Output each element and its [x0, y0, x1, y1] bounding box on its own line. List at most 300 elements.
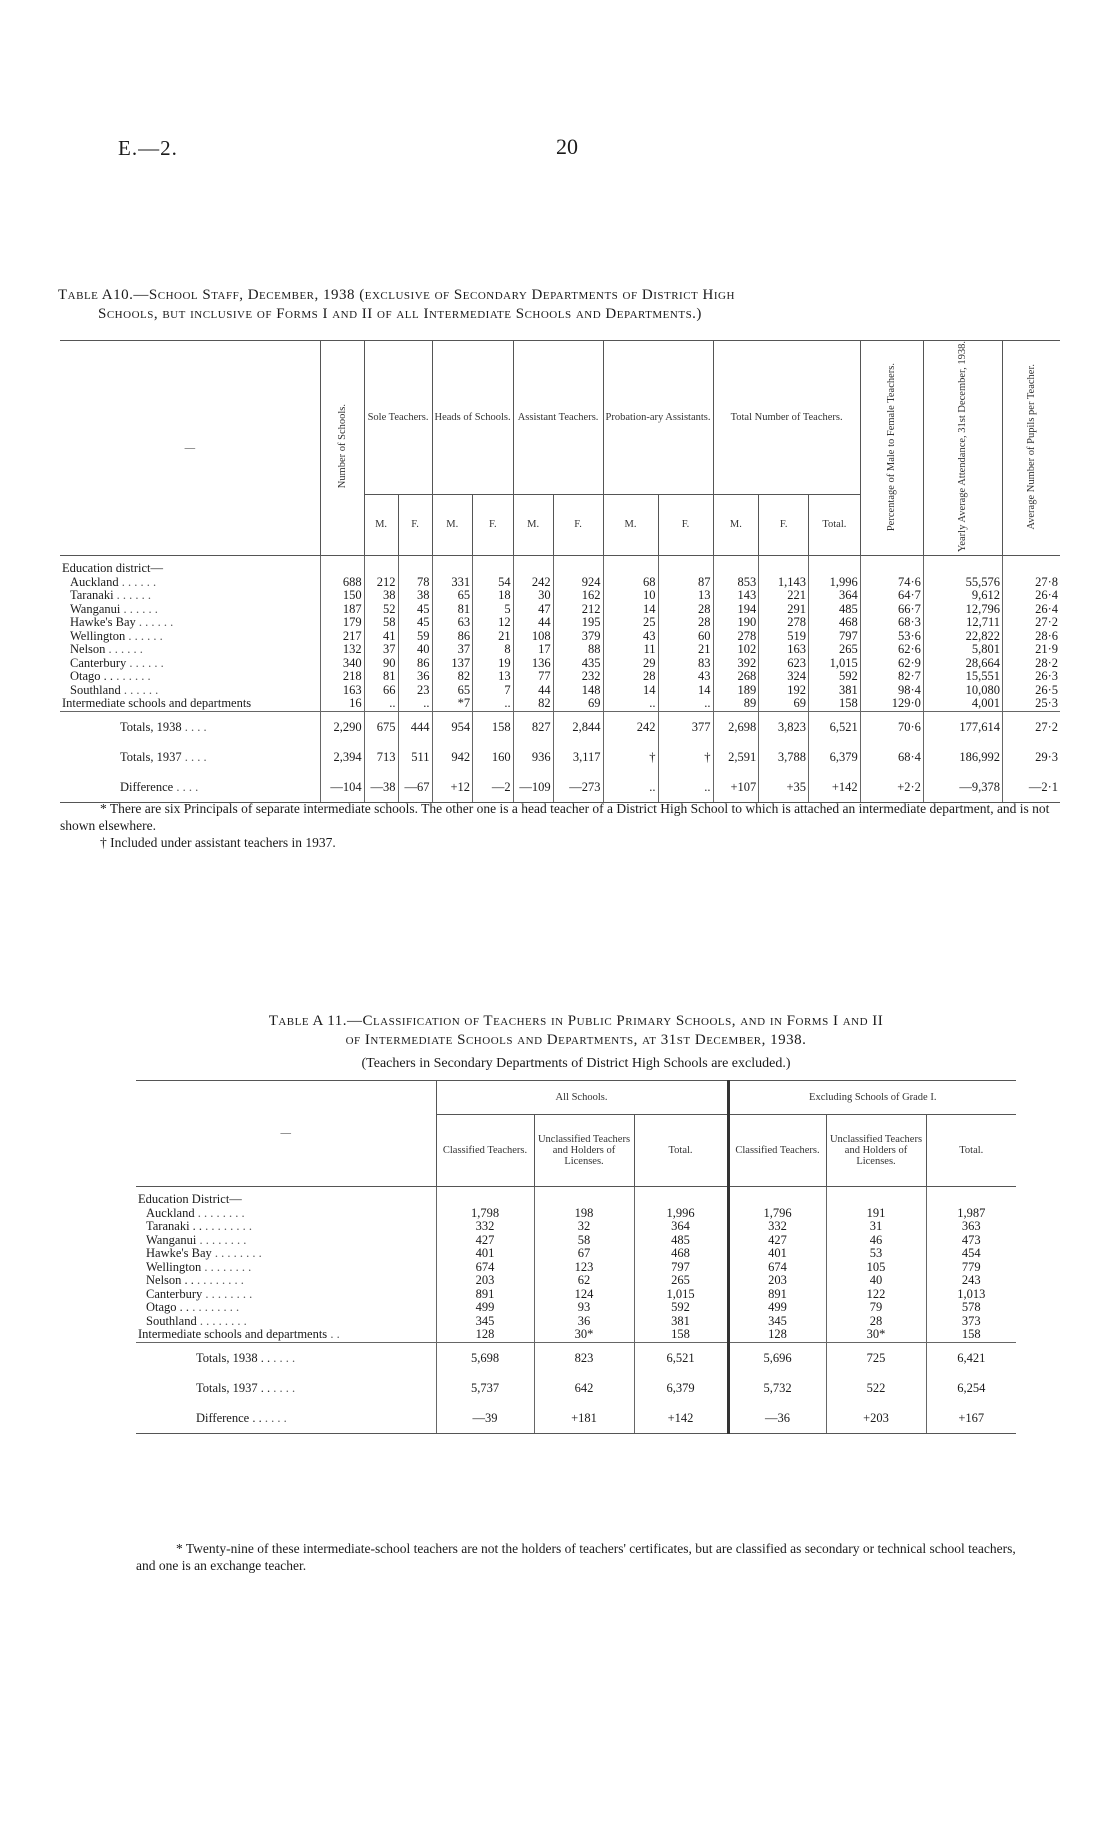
- cell: —273: [553, 772, 603, 803]
- cell: 81: [364, 670, 398, 684]
- table-a10: [60, 340, 1060, 803]
- cell: 9,612: [923, 589, 1002, 603]
- cell: 853: [713, 576, 759, 590]
- cell: 401: [728, 1247, 826, 1261]
- cell: 82·7: [860, 670, 923, 684]
- cell: 218: [320, 670, 364, 684]
- cell: 779: [926, 1261, 1016, 1275]
- leader-dots: . . . . . . . .: [202, 1286, 253, 1301]
- caption-line: of Intermediate Schools and Departments, at 31st December, 1938.: [345, 1032, 807, 1048]
- leader-dots: . . . . . . . .: [194, 1205, 245, 1220]
- cell: 13: [658, 589, 713, 603]
- table-row: [136, 1301, 1016, 1315]
- table-a11: [136, 1080, 1016, 1434]
- cell: 158: [809, 697, 861, 711]
- leader-dots: . . . . . .: [125, 628, 163, 643]
- footnote: * Twenty-nine of these intermediate-school teachers are not the holders of teachers' certificates, but are classified as secondary or technical school teachers, and one is an exchange teacher.: [136, 1541, 1016, 1573]
- cell: 5,801: [923, 643, 1002, 657]
- header-total-teachers: Total Number of Teachers.: [713, 341, 860, 495]
- row-label: Canterbury: [146, 1286, 203, 1301]
- cell: 12,796: [923, 603, 1002, 617]
- cell: 32: [534, 1220, 634, 1234]
- cell: 4,001: [923, 697, 1002, 711]
- cell: 38: [398, 589, 432, 603]
- cell: 10: [603, 589, 658, 603]
- cell: 243: [926, 1274, 1016, 1288]
- cell: 82: [432, 670, 473, 684]
- cell: 2,290: [320, 711, 364, 742]
- cell: 108: [513, 630, 553, 644]
- header-unclassified: Unclassified Teachers and Holders of Licenses.: [826, 1115, 926, 1187]
- header-heads-of-schools: Heads of Schools.: [432, 341, 513, 495]
- cell: 22,822: [923, 630, 1002, 644]
- cell: 217: [320, 630, 364, 644]
- cell: 16: [320, 697, 364, 711]
- table-row: [136, 1207, 1016, 1221]
- cell: 30*: [826, 1328, 926, 1342]
- cell: 5: [473, 603, 514, 617]
- caption-line: Table A 11.—Classification of Teachers in Public Primary Schools, and in Forms I and II: [268, 1013, 884, 1029]
- cell: 29: [603, 657, 658, 671]
- cell: 129·0: [860, 697, 923, 711]
- cell: 136: [513, 657, 553, 671]
- cell: 187: [320, 603, 364, 617]
- cell: 43: [658, 670, 713, 684]
- cell: —2·1: [1003, 772, 1060, 803]
- difference-row: [60, 772, 1060, 803]
- cell: 62: [534, 1274, 634, 1288]
- cell: 36: [398, 670, 432, 684]
- header-m: M.: [364, 494, 398, 555]
- cell: 212: [553, 603, 603, 617]
- cell: 128: [436, 1328, 534, 1342]
- cell: 128: [728, 1328, 826, 1342]
- header-avg-pupils: Average Number of Pupils per Teacher.: [1003, 341, 1060, 556]
- row-label: Hawke's Bay: [146, 1246, 212, 1260]
- footnote: * There are six Principals of separate intermediate schools. The other one is a head teacher of a District High School to which is attached an intermediate department, and is not shown elsewhere.: [60, 801, 1050, 833]
- cell: 63: [432, 616, 473, 630]
- leader-dots: . . . .: [261, 1410, 287, 1425]
- cell: 53: [826, 1247, 926, 1261]
- cell: 242: [513, 576, 553, 590]
- table-row: [60, 643, 1060, 657]
- blank-header: —: [60, 341, 320, 556]
- cell: 69: [759, 697, 809, 711]
- leader-dots: . . . . . .: [113, 669, 151, 684]
- header-sole-teachers: Sole Teachers.: [364, 341, 432, 495]
- cell: 268: [713, 670, 759, 684]
- table-a11-caption: [136, 1012, 1016, 1050]
- table-row: [136, 1315, 1016, 1329]
- cell: 98·4: [860, 684, 923, 698]
- cell: 158: [926, 1328, 1016, 1342]
- cell: 27·2: [1003, 616, 1060, 630]
- cell: 43: [603, 630, 658, 644]
- row-label: Totals, 1938: [120, 719, 182, 734]
- table-row: [60, 589, 1060, 603]
- cell: 1,015: [634, 1288, 728, 1302]
- cell: 2,844: [553, 711, 603, 742]
- cell: 578: [926, 1301, 1016, 1315]
- cell: 1,015: [809, 657, 861, 671]
- header-total: Total.: [634, 1115, 728, 1187]
- table-a11-footnote: [136, 1540, 1016, 1574]
- header-unclassified: Unclassified Teachers and Holders of Licenses.: [534, 1115, 634, 1187]
- header-total: Total.: [926, 1115, 1016, 1187]
- section-label: Education district—: [62, 561, 164, 576]
- cell: 485: [809, 603, 861, 617]
- caption-line: Schools, but inclusive of Forms I and II of all Intermediate Schools and Departments.): [98, 306, 702, 322]
- cell: 40: [826, 1274, 926, 1288]
- cell: 26·5: [1003, 684, 1060, 698]
- cell: 324: [759, 670, 809, 684]
- cell: 26·4: [1003, 589, 1060, 603]
- cell: 47: [513, 603, 553, 617]
- header-m: M.: [713, 494, 759, 555]
- cell: +167: [926, 1403, 1016, 1434]
- cell: 936: [513, 742, 553, 772]
- cell: 364: [809, 589, 861, 603]
- cell: 62·9: [860, 657, 923, 671]
- cell: 278: [759, 616, 809, 630]
- header-pct-male-female: Percentage of Male to Female Teachers.: [860, 341, 923, 556]
- cell: 15,551: [923, 670, 1002, 684]
- leader-dots: . . . . . .: [120, 601, 158, 616]
- table-row: [60, 616, 1060, 630]
- leader-dots: . . . . . .: [120, 682, 159, 697]
- cell: 28: [658, 603, 713, 617]
- cell: 14: [603, 684, 658, 698]
- cell: 179: [320, 616, 364, 630]
- cell: 5,732: [728, 1373, 826, 1403]
- cell: 6,379: [634, 1373, 728, 1403]
- cell: 88: [553, 643, 603, 657]
- cell: 468: [809, 616, 861, 630]
- cell: 623: [759, 657, 809, 671]
- cell: 90: [364, 657, 398, 671]
- cell: 162: [553, 589, 603, 603]
- cell: 12: [473, 616, 514, 630]
- cell: +142: [809, 772, 861, 803]
- row-label: Intermediate schools and departments: [138, 1327, 328, 1341]
- leader-dots: . . . . . . . .: [196, 1313, 247, 1328]
- cell: 45: [398, 616, 432, 630]
- cell: +35: [759, 772, 809, 803]
- cell: 27·8: [1003, 576, 1060, 590]
- cell: 41: [364, 630, 398, 644]
- cell: 158: [473, 711, 514, 742]
- cell: 158: [634, 1328, 728, 1342]
- table-row: [60, 603, 1060, 617]
- cell: 81: [432, 603, 473, 617]
- row-label: Totals, 1937 . .: [196, 1380, 271, 1395]
- cell: 55,576: [923, 576, 1002, 590]
- cell: 30: [513, 589, 553, 603]
- cell: 29·3: [1003, 742, 1060, 772]
- table-row: [136, 1288, 1016, 1302]
- cell: 392: [713, 657, 759, 671]
- cell: 14: [603, 603, 658, 617]
- cell: 68: [603, 576, 658, 590]
- cell: 674: [436, 1261, 534, 1275]
- leader-dots: . . . .: [173, 779, 199, 794]
- cell: 499: [436, 1301, 534, 1315]
- cell: 59: [398, 630, 432, 644]
- cell: *7: [432, 697, 473, 711]
- cell: 28·6: [1003, 630, 1060, 644]
- totals-row: [60, 742, 1060, 772]
- cell: 137: [432, 657, 473, 671]
- cell: —67: [398, 772, 432, 803]
- row-label: Taranaki: [70, 588, 114, 603]
- cell: —109: [513, 772, 553, 803]
- cell: 79: [826, 1301, 926, 1315]
- cell: 278: [713, 630, 759, 644]
- leader-dots: . . . . . . . .: [196, 1232, 247, 1247]
- cell: 36: [534, 1315, 634, 1329]
- cell: 5,696: [728, 1342, 826, 1373]
- page-number: 20: [556, 134, 578, 159]
- cell: —9,378: [923, 772, 1002, 803]
- row-label: Wanganui: [70, 601, 121, 616]
- row-label: Nelson: [70, 642, 106, 657]
- cell: 58: [534, 1234, 634, 1248]
- cell: —104: [320, 772, 364, 803]
- cell: 18: [473, 589, 514, 603]
- cell: 192: [759, 684, 809, 698]
- cell: 70·6: [860, 711, 923, 742]
- row-label: Totals, 1937: [120, 749, 182, 764]
- cell: 6,421: [926, 1342, 1016, 1373]
- cell: 19: [473, 657, 514, 671]
- header-all-schools: All Schools.: [436, 1081, 728, 1115]
- cell: 74·6: [860, 576, 923, 590]
- cell: 25·3: [1003, 697, 1060, 711]
- cell: 122: [826, 1288, 926, 1302]
- cell: 160: [473, 742, 514, 772]
- row-label: Hawke's Bay: [70, 615, 136, 630]
- cell: 592: [809, 670, 861, 684]
- cell: 688: [320, 576, 364, 590]
- table-row: [60, 576, 1060, 590]
- cell: 511: [398, 742, 432, 772]
- row-label: Auckland: [70, 574, 119, 589]
- cell: 191: [826, 1207, 926, 1221]
- cell: 21: [473, 630, 514, 644]
- row-label: Wellington: [70, 628, 126, 643]
- leader-dots: . .: [327, 1327, 340, 1341]
- cell: +181: [534, 1403, 634, 1434]
- cell: 1,796: [728, 1207, 826, 1221]
- cell: 1,996: [809, 576, 861, 590]
- cell: 381: [634, 1315, 728, 1329]
- cell: 7: [473, 684, 514, 698]
- cell: 148: [553, 684, 603, 698]
- cell: 31: [826, 1220, 926, 1234]
- footnote: † Included under assistant teachers in 1937.: [100, 835, 336, 850]
- cell: +107: [713, 772, 759, 803]
- cell: 37: [364, 643, 398, 657]
- cell: 265: [809, 643, 861, 657]
- cell: 5,698: [436, 1342, 534, 1373]
- cell: 363: [926, 1220, 1016, 1234]
- cell: 26·3: [1003, 670, 1060, 684]
- cell: 373: [926, 1315, 1016, 1329]
- leader-dots: . . . . . .: [126, 655, 164, 670]
- cell: 340: [320, 657, 364, 671]
- cell: 5,737: [436, 1373, 534, 1403]
- cell: 522: [826, 1373, 926, 1403]
- cell: ..: [398, 697, 432, 711]
- header-assistant-teachers: Assistant Teachers.: [513, 341, 603, 495]
- cell: 163: [320, 684, 364, 698]
- cell: †: [658, 742, 713, 772]
- cell: 6,379: [809, 742, 861, 772]
- cell: 265: [634, 1274, 728, 1288]
- cell: 6,254: [926, 1373, 1016, 1403]
- cell: —2: [473, 772, 514, 803]
- cell: 87: [658, 576, 713, 590]
- cell: 427: [728, 1234, 826, 1248]
- cell: 1,996: [634, 1207, 728, 1221]
- cell: 14: [658, 684, 713, 698]
- cell: 64·7: [860, 589, 923, 603]
- cell: ..: [364, 697, 398, 711]
- cell: 78: [398, 576, 432, 590]
- cell: 2,698: [713, 711, 759, 742]
- cell: 86: [398, 657, 432, 671]
- cell: 3,823: [759, 711, 809, 742]
- cell: —38: [364, 772, 398, 803]
- header-excluding-grade-1: Excluding Schools of Grade I.: [728, 1081, 1016, 1115]
- cell: 221: [759, 589, 809, 603]
- caption-line: Table A10.—School Staff, December, 1938 (exclusive of Secondary Departments of District High: [58, 287, 735, 303]
- cell: 381: [809, 684, 861, 698]
- cell: 44: [513, 684, 553, 698]
- cell: 332: [436, 1220, 534, 1234]
- table-row: [136, 1220, 1016, 1234]
- cell: 485: [634, 1234, 728, 1248]
- cell: †: [603, 742, 658, 772]
- cell: 6,521: [809, 711, 861, 742]
- cell: 62·6: [860, 643, 923, 657]
- row-label: Difference . .: [196, 1410, 262, 1425]
- cell: 68·3: [860, 616, 923, 630]
- header-total: Total.: [809, 494, 861, 555]
- cell: 3,788: [759, 742, 809, 772]
- cell: 1,987: [926, 1207, 1016, 1221]
- cell: 6,521: [634, 1342, 728, 1373]
- leader-dots: . . . . . .: [113, 588, 152, 603]
- header-f: F.: [473, 494, 514, 555]
- table-row: [60, 697, 1060, 711]
- cell: 11: [603, 643, 658, 657]
- cell: ..: [658, 697, 713, 711]
- row-label: Taranaki . .: [146, 1219, 203, 1233]
- cell: 102: [713, 643, 759, 657]
- totals-row: [60, 711, 1060, 742]
- cell: +142: [634, 1403, 728, 1434]
- cell: 8: [473, 643, 514, 657]
- cell: 25: [603, 616, 658, 630]
- cell: 77: [513, 670, 553, 684]
- cell: 21·9: [1003, 643, 1060, 657]
- cell: 454: [926, 1247, 1016, 1261]
- cell: 45: [398, 603, 432, 617]
- cell: 1,143: [759, 576, 809, 590]
- cell: 377: [658, 711, 713, 742]
- cell: 66: [364, 684, 398, 698]
- cell: 473: [926, 1234, 1016, 1248]
- header-probationary-assistants: Probation-ary Assistants.: [603, 341, 713, 495]
- cell: 46: [826, 1234, 926, 1248]
- table-row: [136, 1328, 1016, 1342]
- cell: 379: [553, 630, 603, 644]
- cell: 82: [513, 697, 553, 711]
- cell: 331: [432, 576, 473, 590]
- header-m: M.: [432, 494, 473, 555]
- cell: 725: [826, 1342, 926, 1373]
- row-label: Wellington: [146, 1259, 202, 1274]
- cell: 198: [534, 1207, 634, 1221]
- header-m: M.: [513, 494, 553, 555]
- cell: 105: [826, 1261, 926, 1275]
- leader-dots: . . . . . . . .: [189, 1300, 240, 1314]
- cell: 124: [534, 1288, 634, 1302]
- cell: 203: [436, 1274, 534, 1288]
- cell: 26·4: [1003, 603, 1060, 617]
- row-label: Intermediate schools and departments: [62, 696, 252, 711]
- table-row: [60, 657, 1060, 671]
- cell: —39: [436, 1403, 534, 1434]
- cell: 83: [658, 657, 713, 671]
- leader-dots: . . . . . .: [105, 642, 143, 657]
- table-a10-caption: [58, 286, 1058, 324]
- cell: 12,711: [923, 616, 1002, 630]
- cell: ..: [658, 772, 713, 803]
- cell: 66·7: [860, 603, 923, 617]
- row-label: Nelson . .: [146, 1273, 194, 1287]
- header-classified: Classified Teachers.: [728, 1115, 826, 1187]
- cell: 189: [713, 684, 759, 698]
- row-label: Southland: [146, 1313, 197, 1328]
- cell: +12: [432, 772, 473, 803]
- cell: 954: [432, 711, 473, 742]
- cell: 2,394: [320, 742, 364, 772]
- cell: 1,798: [436, 1207, 534, 1221]
- cell: 435: [553, 657, 603, 671]
- cell: 27·2: [1003, 711, 1060, 742]
- header-f: F.: [553, 494, 603, 555]
- cell: 163: [759, 643, 809, 657]
- cell: 44: [513, 616, 553, 630]
- header-m: M.: [603, 494, 658, 555]
- table-row: [136, 1234, 1016, 1248]
- cell: 28: [603, 670, 658, 684]
- cell: 190: [713, 616, 759, 630]
- cell: 942: [432, 742, 473, 772]
- row-label: Totals, 1938 . .: [196, 1350, 271, 1365]
- cell: 53·6: [860, 630, 923, 644]
- leader-dots: . . . . . .: [118, 574, 157, 589]
- totals-row: [136, 1373, 1016, 1403]
- document-reference: E.—2.: [118, 136, 178, 160]
- cell: 232: [553, 670, 603, 684]
- cell: 177,614: [923, 711, 1002, 742]
- cell: 143: [713, 589, 759, 603]
- leader-dots: . . . . . .: [135, 615, 174, 630]
- cell: 592: [634, 1301, 728, 1315]
